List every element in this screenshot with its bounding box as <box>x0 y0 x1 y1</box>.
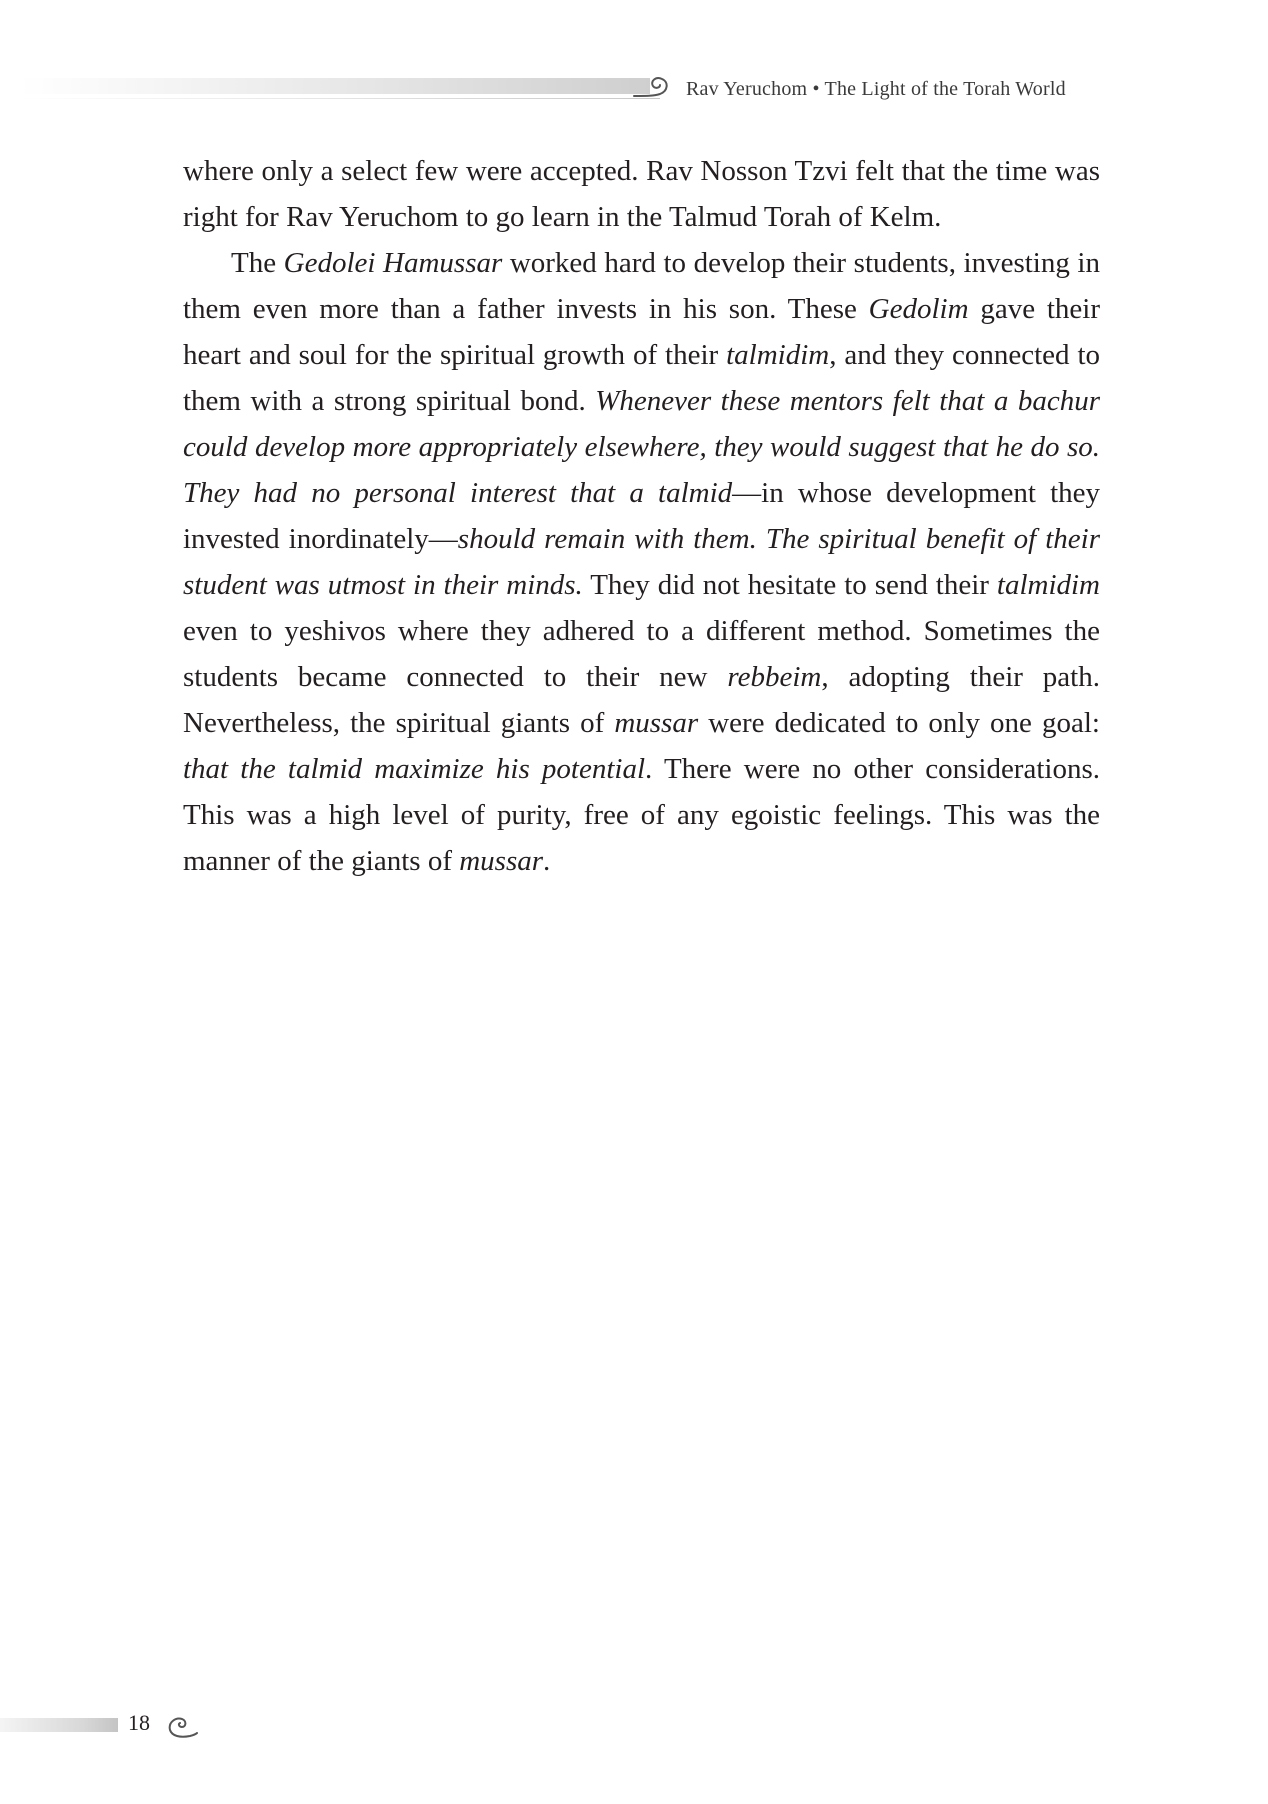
text-run: were dedicated to only one goal: <box>698 707 1100 739</box>
italic-term: talmidim <box>996 569 1101 601</box>
header-rule <box>20 98 660 99</box>
page-number: 18 <box>128 1710 150 1735</box>
swirl-ornament-icon <box>166 1714 198 1742</box>
text-run: . <box>543 845 551 877</box>
running-head: Rav Yeruchom • The Light of the Torah World <box>686 78 1066 100</box>
italic-passage: should remain with them. The spiritual benefit of their student was utmost in their minds. <box>183 523 1100 601</box>
text-run: even to yeshivos where they adhered to a different method. Sometimes the students became connected to their new <box>183 615 1100 693</box>
italic-term: talmidim <box>726 339 830 371</box>
italic-passage: Whenever these mentors felt that a bachur could develop more appropriately elsewhere, they would suggest that he do so. They had no personal interest that a talmid <box>183 385 1100 509</box>
text-run: worked hard to develop their students, investing in them even more than a father invests in his son. These <box>183 247 1100 325</box>
paragraph-2 <box>183 240 1100 884</box>
italic-passage: that the talmid maximize his potential <box>183 753 646 785</box>
italic-term: rebbeim <box>727 661 822 693</box>
italic-term: Gedolim <box>868 293 969 325</box>
text-run: The <box>231 247 284 279</box>
italic-term: mussar <box>459 845 544 877</box>
swirl-ornament-icon <box>632 74 672 104</box>
text-run: , and they connected to them with a strong spiritual bond. <box>183 339 1100 417</box>
italic-term: Gedolei Hamussar <box>283 247 503 279</box>
paragraph-1: where only a select few were accepted. Rav Nosson Tzvi felt that the time was right for Rav Yeruchom to go learn in the Talmud Torah of Kelm. <box>183 155 1100 233</box>
page-footer <box>0 1706 300 1746</box>
page-header <box>0 64 1268 124</box>
text-run: , adopting their path. Nevertheless, the spiritual giants of <box>183 661 1100 739</box>
text-run: —in whose development they invested inordinately— <box>183 477 1100 555</box>
footer-gradient-bar <box>0 1718 118 1732</box>
text-run: . There were no other considerations. This was a high level of purity, free of any egoistic feelings. This was the manner of the giants of <box>183 753 1100 877</box>
text-run: They did not hesitate to send their <box>582 569 997 601</box>
italic-term: mussar <box>614 707 699 739</box>
text-run: gave their heart and soul for the spiritual growth of their <box>183 293 1100 371</box>
header-gradient-bar <box>20 78 650 94</box>
body-text <box>183 148 1100 884</box>
